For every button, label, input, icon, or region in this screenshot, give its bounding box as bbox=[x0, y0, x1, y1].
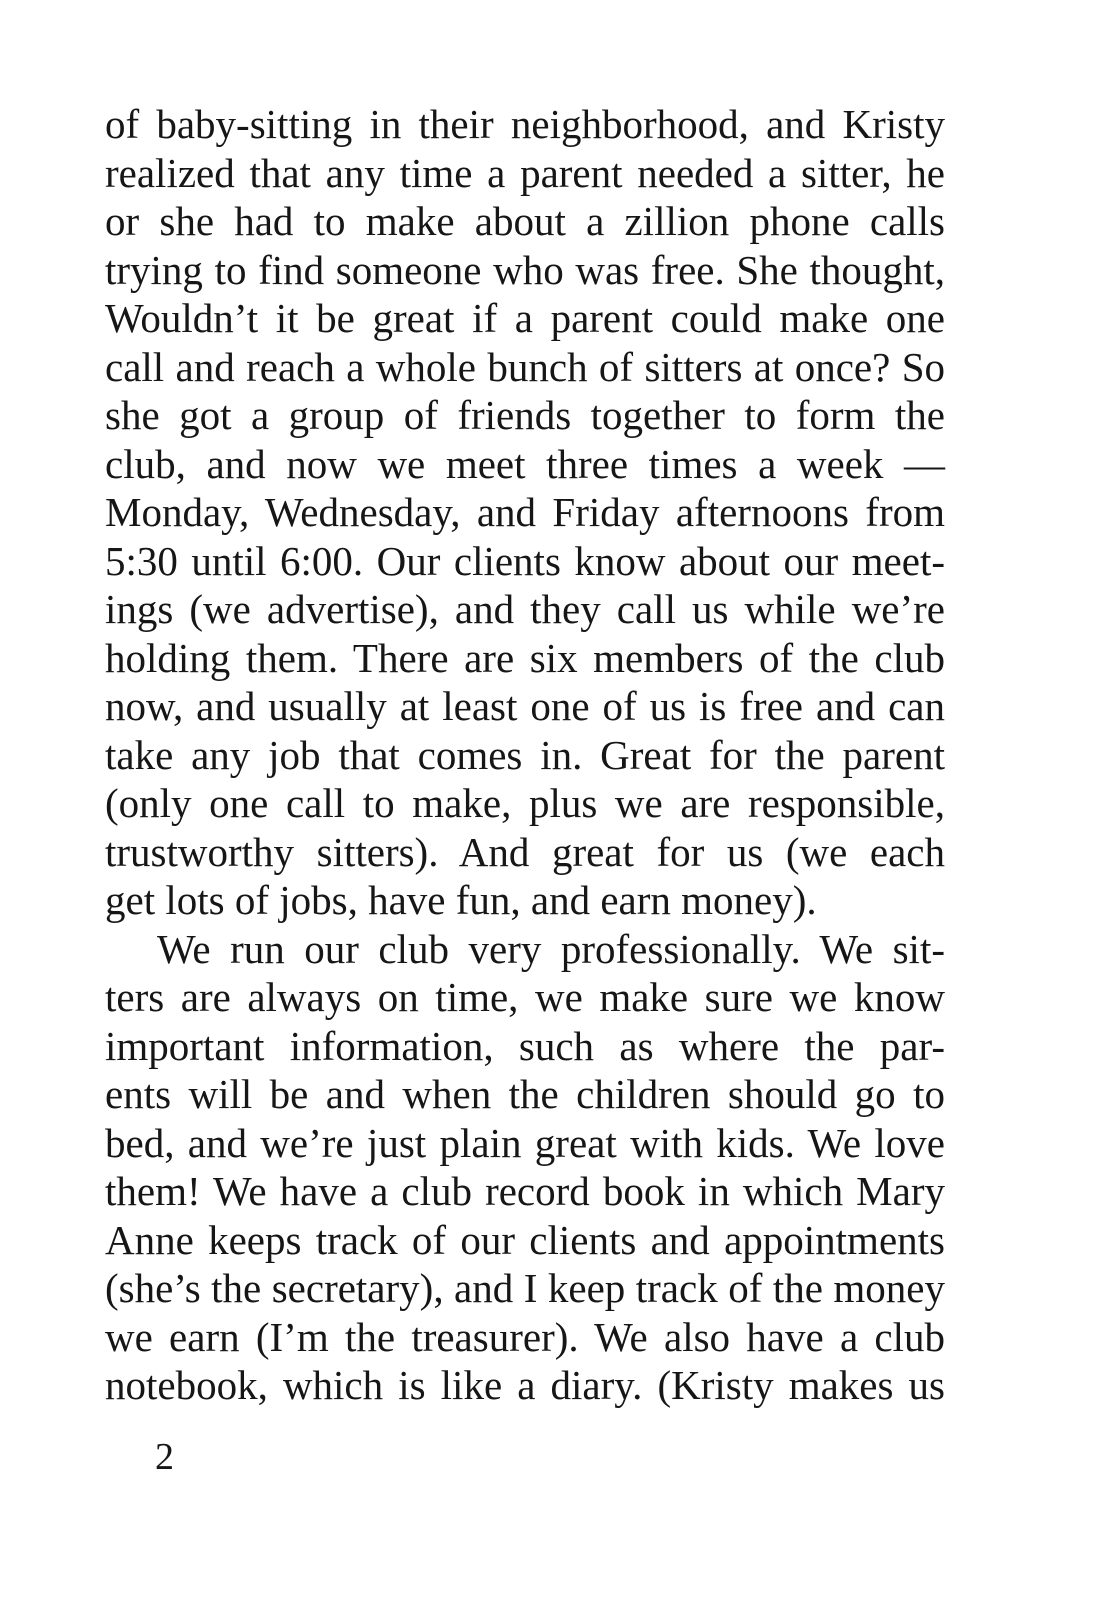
text-line: Monday, Wednesday, and Friday afternoons from bbox=[105, 489, 945, 535]
text-line: club, and now we meet three times a week — bbox=[105, 440, 945, 487]
text-line: (she’s the secretary), and I keep track of the money bbox=[105, 1265, 945, 1311]
text-line: or she had to make about a zillion phone calls bbox=[105, 198, 945, 244]
text-line: Anne keeps track of our clients and appointments bbox=[105, 1216, 945, 1263]
text-line: ings (we advertise), and they call us while we’re bbox=[105, 586, 945, 632]
text-line: bed, and we’re just plain great with kids. We love bbox=[105, 1119, 945, 1166]
text-line: now, and usually at least one of us is free and can bbox=[105, 683, 945, 729]
text-line: get lots of jobs, have fun, and earn money). bbox=[105, 877, 817, 923]
text-line: holding them. There are six members of the club bbox=[105, 634, 945, 681]
body-text bbox=[105, 100, 945, 1410]
text-line: important information, such as where the par- bbox=[105, 1022, 945, 1069]
text-line: We run our club very professionally. We sit- bbox=[157, 925, 945, 972]
text-line: Wouldn’t it be great if a parent could make one bbox=[105, 295, 945, 341]
text-line: trying to find someone who was free. She thought, bbox=[105, 246, 945, 293]
text-line: notebook, which is like a diary. (Kristy makes us bbox=[105, 1362, 945, 1408]
page-number: 2 bbox=[155, 1436, 174, 1478]
text-line: (only one call to make, plus we are responsible, bbox=[105, 780, 945, 826]
text-line: them! We have a club record book in which Mary bbox=[105, 1168, 945, 1214]
text-line: of baby-sitting in their neighborhood, and Kristy bbox=[105, 101, 945, 147]
text-line: take any job that comes in. Great for the parent bbox=[105, 731, 945, 778]
text-line: we earn (I’m the treasurer). We also have a club bbox=[105, 1313, 945, 1360]
text-line: realized that any time a parent needed a sitter, he bbox=[105, 149, 945, 196]
text-line: call and reach a whole bunch of sitters at once? So bbox=[105, 343, 945, 390]
text-line: ters are always on time, we make sure we know bbox=[105, 974, 945, 1020]
text-line: she got a group of friends together to form the bbox=[105, 392, 945, 438]
text-line: 5:30 until 6:00. Our clients know about our meet- bbox=[105, 537, 945, 584]
text-line: trustworthy sitters). And great for us (we each bbox=[105, 828, 945, 875]
text-line: ents will be and when the children should go to bbox=[105, 1071, 945, 1117]
